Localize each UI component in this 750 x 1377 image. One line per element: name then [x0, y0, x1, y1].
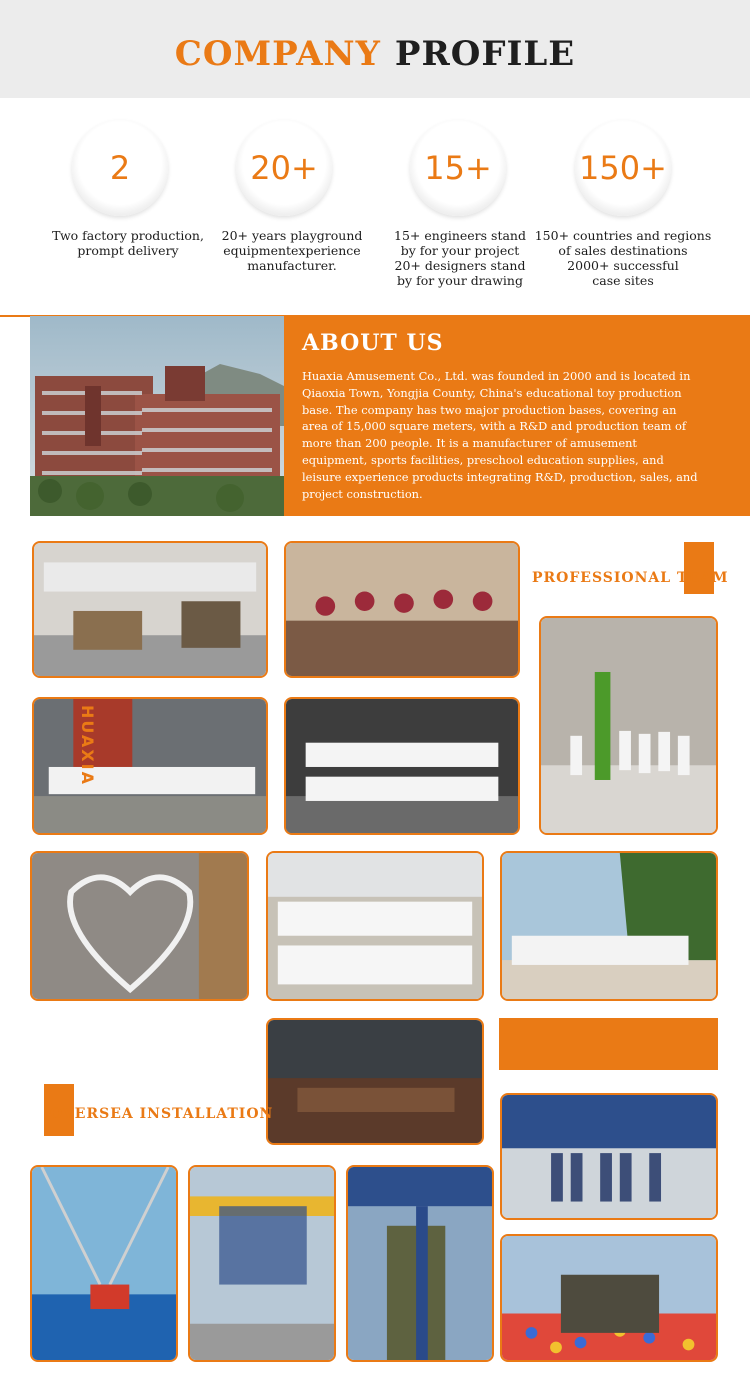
stat-circle-years	[236, 120, 332, 216]
stat-circle-countries	[575, 120, 671, 216]
installer-working-photo	[346, 1165, 494, 1362]
net-climb-crew-photo	[188, 1165, 336, 1362]
lobby-team-photo	[539, 616, 718, 835]
factory-building-photo	[30, 316, 284, 516]
stat-desc-factories: Two factory production, prompt delivery	[52, 228, 204, 258]
stat-value: 20+	[250, 149, 318, 187]
sunglasses-team-photo	[266, 851, 484, 1001]
about-body: Huaxia Amusement Co., Ltd. was founded in 2000 and is located in Qiaoxia Town, Yongjia County, China's educational toy production base. The company has two major production bases, covering an area of 15,000 square meters, with a R&D and production team of more than 200 people. It is a manufacturer of amusement equipment, sports facilities, preschool education supplies, and leisure experience products integrating R&D, production, sales, and project construction.	[302, 369, 698, 501]
stat-desc-countries: 150+ countries and regions of sales destinations 2000+ successful case sites	[534, 228, 712, 288]
title-profile: PROFILE	[394, 34, 576, 74]
stat-value: 150+	[579, 149, 667, 187]
team-label-block	[684, 542, 714, 594]
stat-desc-years: 20+ years playground equipmentexperience manufacturer.	[221, 228, 363, 273]
training-photo	[284, 541, 520, 678]
stat-value: 15+	[424, 149, 492, 187]
stat-desc-engineers: 15+ engineers stand by for your project 20+ designers stand by for your drawing	[394, 228, 526, 288]
stat-value: 2	[109, 149, 131, 187]
stat-circle-engineers	[410, 120, 506, 216]
group-photo-indoor	[284, 697, 520, 835]
building-team-photo	[32, 697, 268, 835]
meeting-room-photo	[266, 1018, 484, 1145]
ball-pit-crew-photo	[500, 1234, 718, 1362]
trampoline-install-photo	[30, 1165, 178, 1362]
ropes-course-crew-photo	[500, 1093, 718, 1220]
oversea-label-bar	[499, 1018, 718, 1070]
building-signage: HUAXIA	[78, 705, 97, 786]
team-heading: PROFESSIONAL TEAM	[532, 570, 729, 586]
title-company: COMPANY	[174, 34, 381, 74]
heart-formation-photo	[30, 851, 249, 1001]
page-title	[0, 34, 750, 74]
about-title: ABOUT US	[302, 330, 444, 356]
oversea-heading: OVERSEA INSTALLATION	[50, 1106, 274, 1122]
office-photo	[32, 541, 268, 678]
beach-team-photo	[500, 851, 718, 1001]
stat-circle-factories	[72, 120, 168, 216]
